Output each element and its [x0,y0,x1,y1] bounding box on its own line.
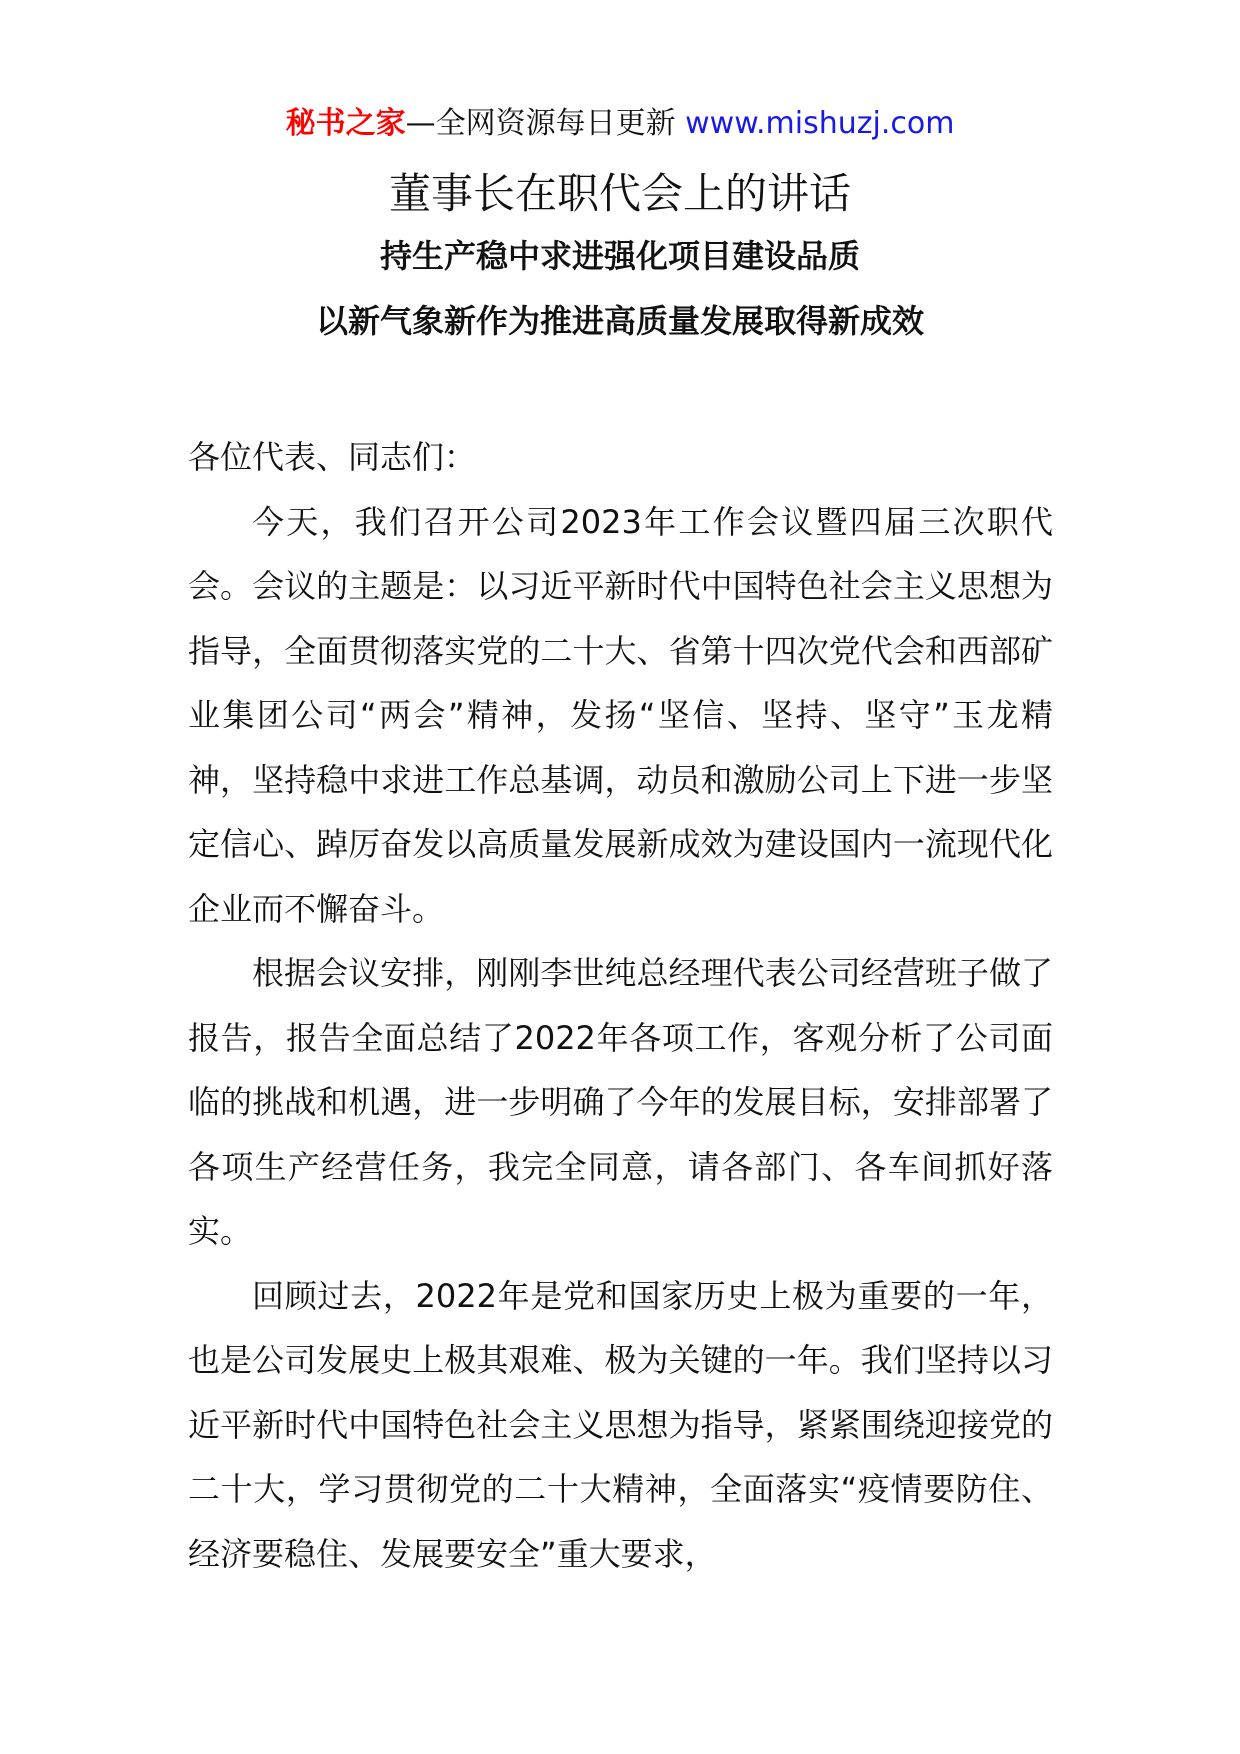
site-url-link[interactable]: www.mishuzj.com [685,106,955,141]
banner-tagline: —全网资源每日更新 [405,106,676,141]
document-title: 董事长在职代会上的讲话 [388,169,851,218]
paragraph: 根据会议安排，刚刚李世纯总经理代表公司经营班子做了报告，报告全面总结了2022年各项工作，客观分析了公司面临的挑战和机遇，进一步明确了今年的发展目标，安排部署了各项生产经营任务，我完全同意，请各部门、各车间抓好落实。 [188,954,1053,1250]
document-subtitle-line-1: 持生产稳中求进强化项目建设品质 [379,237,860,275]
speech-body [188,425,1053,1586]
brand-name: 秘书之家 [285,106,406,141]
paragraph: 回顾过去，2022年是党和国家历史上极为重要的一年，也是公司发展史上极其艰难、极为关键的一年。我们坚持以习近平新时代中国特色社会主义思想为指导，紧紧围绕迎接党的二十大，学习贯彻党的二十大精神，全面落实“疫情要防住、经济要稳住、发展要安全”重大要求， [188,1276,1053,1573]
paragraph: 今天，我们召开公司2023年工作会议暨四届三次职代会。会议的主题是：以习近平新时代中国特色社会主义思想为指导，全面贯彻落实党的二十大、省第十四次党代会和西部矿业集团公司“两会”精神，发扬“坚信、坚持、坚守”玉龙精神，坚持稳中求进工作总基调，动员和激励公司上下进一步坚定信心、踔厉奋发以高质量发展新成效为建设国内一流现代化企业而不懈奋斗。 [188,502,1053,928]
document-subtitle-line-2: 以新气象新作为推进高质量发展取得新成效 [315,302,924,340]
site-banner [0,104,1240,144]
salutation: 各位代表、同志们： [188,438,477,476]
